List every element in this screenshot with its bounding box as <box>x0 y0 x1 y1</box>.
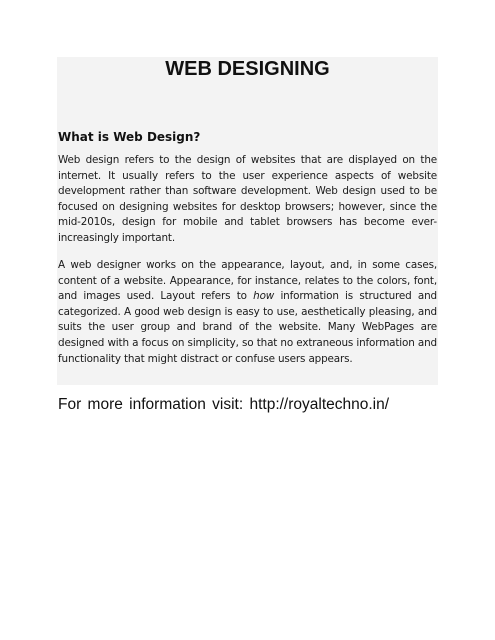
footer-link-text: For more information visit: http://royaltechno.in/ <box>58 396 390 413</box>
paragraph-2-text-a: A web designer works on the appearance, layout, and, in some cases, content of a website. Appearance, for instance, relates to the colors, font, and images used. Layout refers to <box>58 259 437 303</box>
paragraph-2 <box>58 258 437 367</box>
page-title: WEB DESIGNING <box>165 58 330 80</box>
paragraph-2-text-b: information is structured and categorized. A good web design is easy to use, aesthetically pleasing, and suits the user group and brand of the website. Many WebPages are designed with a focus on simplicity, so that no extraneous information and functionality that might distract or confuse users appears. <box>58 290 438 365</box>
paragraph-1: Web design refers to the design of websites that are displayed on the internet. It usually refers to the user experience aspects of website development rather than software development. Web design used to be focused on designing websites for desktop browsers; however, since the mid-2010s, design for mobile and tablet browsers has become ever-increasingly important. <box>58 154 437 244</box>
section-heading: What is Web Design? <box>58 130 201 144</box>
paragraph-2-emphasis: how <box>253 290 275 303</box>
